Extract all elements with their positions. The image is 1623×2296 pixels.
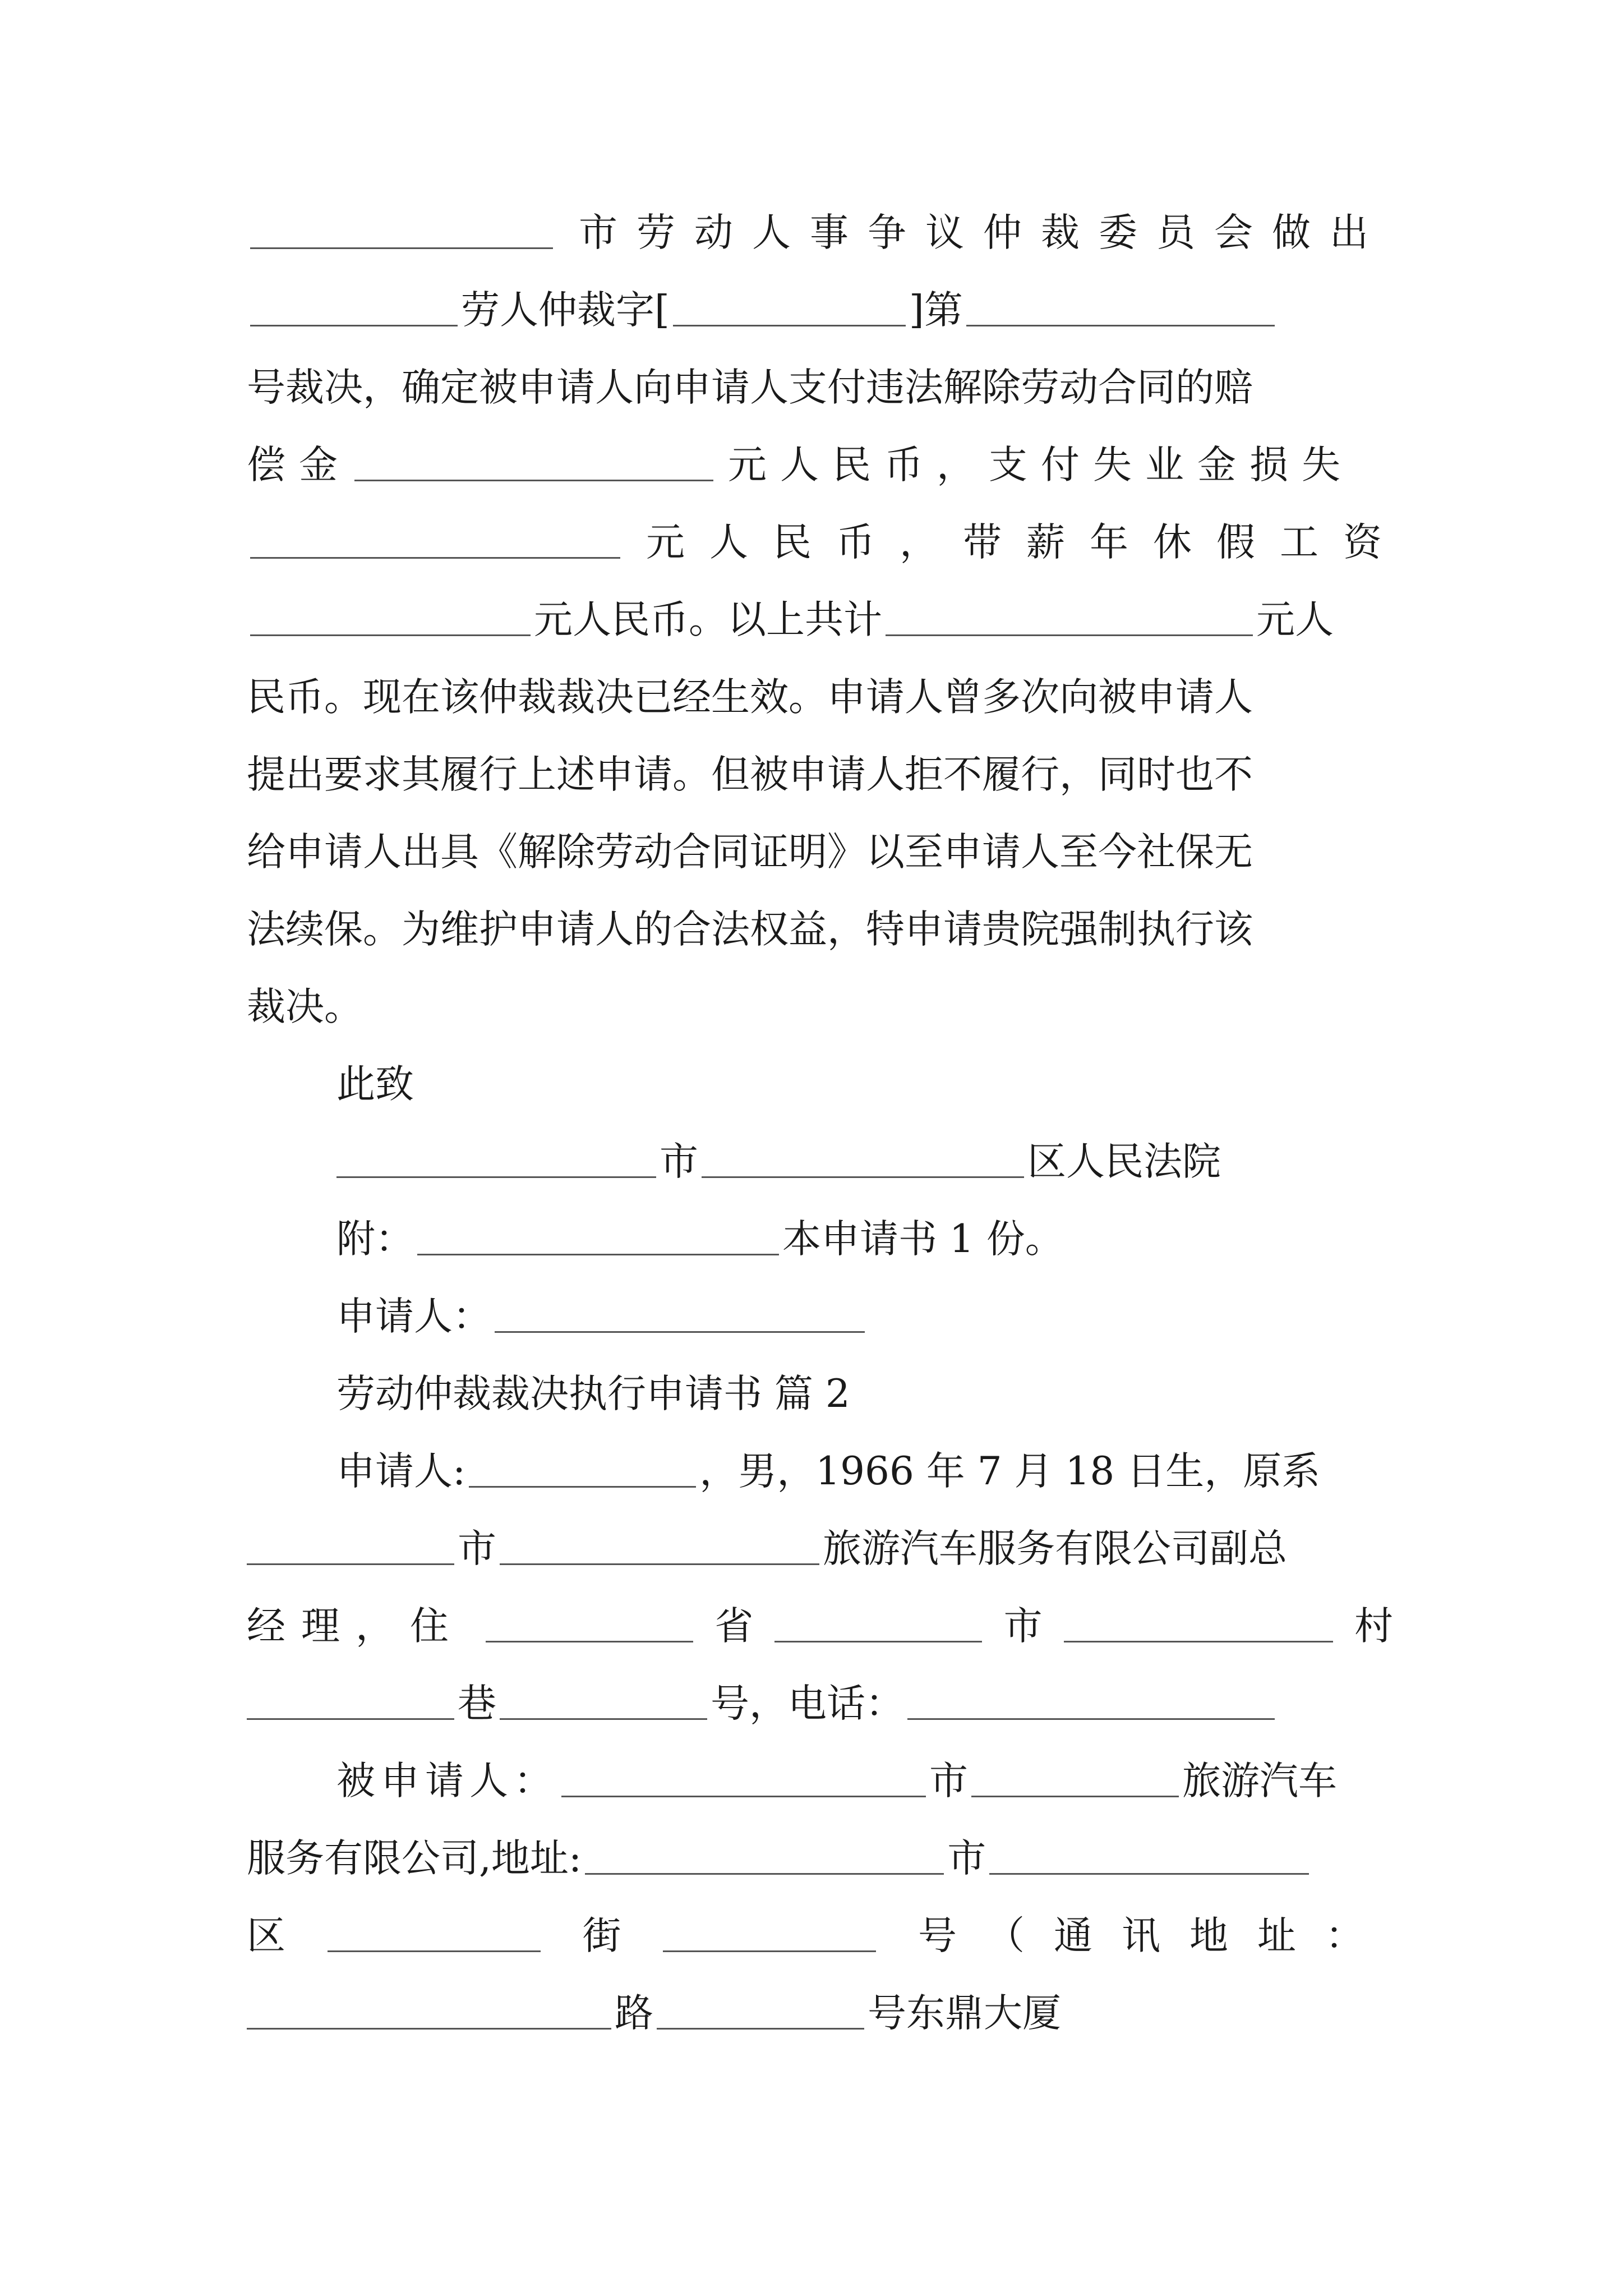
text-segment: 被申请人：: [336, 1759, 558, 1803]
text-line-21: [336, 1739, 1393, 1801]
text-line-13: [336, 1120, 1393, 1184]
text-segment: 号，电话：: [711, 1681, 904, 1726]
text-line-9: [247, 810, 1393, 875]
text-segment: 元人民币。以上共计: [534, 597, 882, 642]
fill-blank[interactable]: [328, 1948, 541, 1952]
text-segment: 巷: [458, 1681, 496, 1726]
fill-blank[interactable]: [971, 1793, 1179, 1797]
fill-blank[interactable]: [989, 1871, 1309, 1875]
text-segment: 旅游汽车: [1182, 1759, 1337, 1803]
text-segment: 服务有限公司,地址:: [247, 1836, 582, 1881]
fill-blank[interactable]: [500, 1561, 819, 1565]
text-segment: 本申请书 1 份。: [782, 1217, 1064, 1262]
text-line-7: [247, 655, 1393, 720]
fill-blank[interactable]: [417, 1251, 779, 1255]
fill-blank[interactable]: [561, 1793, 926, 1797]
text-line-15: [336, 1274, 1393, 1339]
text-line-19: [247, 1584, 1393, 1649]
fill-blank[interactable]: [663, 1948, 876, 1952]
text-segment: 劳人仲裁字[: [461, 288, 670, 333]
text-line-14: [336, 1197, 1393, 1262]
fill-blank[interactable]: [585, 1871, 944, 1875]
text-segment: 元人民币，带薪年休假工资: [646, 520, 1407, 565]
text-segment: 经理，住: [247, 1604, 464, 1649]
text-line-8: [247, 733, 1393, 797]
fill-blank[interactable]: [250, 555, 620, 559]
text-segment: 村: [1354, 1604, 1393, 1649]
text-segment: 市: [929, 1759, 968, 1803]
text-segment: 法续保。为维护申请人的合法权益，特申请贵院强制执行该: [247, 907, 1253, 952]
fill-blank[interactable]: [247, 2026, 611, 2030]
fill-blank[interactable]: [336, 1174, 656, 1178]
fill-blank[interactable]: [247, 1716, 454, 1720]
text-segment: 号（通讯地址：: [918, 1913, 1393, 1958]
fill-blank[interactable]: [486, 1639, 693, 1642]
heading-text: 劳动仲裁裁决执行申请书 篇 2: [336, 1372, 850, 1416]
text-line-18: [247, 1507, 1393, 1571]
fill-blank[interactable]: [774, 1639, 982, 1642]
text-segment: 给申请人出具《解除劳动合同证明》以至申请人至今社保无: [247, 830, 1253, 875]
text-segment: ]第: [909, 288, 963, 333]
fill-blank[interactable]: [250, 323, 458, 326]
text-segment: 偿金: [247, 443, 351, 487]
fill-blank[interactable]: [1064, 1639, 1333, 1642]
text-line-10: [247, 887, 1393, 952]
text-segment: 省: [714, 1604, 754, 1649]
section-heading: [336, 1352, 1393, 1414]
text-line-5: [247, 500, 1407, 565]
text-segment: 号东鼎大厦: [868, 1991, 1061, 2036]
text-line-1: [247, 191, 1393, 255]
fill-blank[interactable]: [966, 323, 1275, 326]
text-line-17: [336, 1429, 1393, 1494]
text-segment: 提出要求其履行上述申请。但被申请人拒不履行，同时也不: [247, 752, 1253, 797]
fill-blank[interactable]: [907, 1716, 1275, 1720]
text-line-6: [247, 578, 1393, 642]
text-segment: ，男，1966 年 7 月 18 日生，原系: [699, 1449, 1321, 1494]
text-line-20: [247, 1662, 1393, 1726]
text-segment: 元人: [1256, 597, 1334, 642]
text-segment: 申请人：: [336, 1294, 491, 1339]
text-segment: 附：: [336, 1217, 414, 1262]
fill-blank[interactable]: [673, 323, 906, 326]
text-segment: 旅游汽车服务有限公司副总: [823, 1526, 1287, 1571]
text-segment: 区人民法院: [1027, 1139, 1221, 1184]
text-segment: 市: [458, 1526, 496, 1571]
text-line-11: [247, 965, 1393, 1027]
fill-blank[interactable]: [469, 1484, 696, 1488]
text-line-24: [247, 1971, 1393, 2036]
text-segment: 元人民币，支付失业金损失: [728, 443, 1354, 487]
text-segment: 市: [1003, 1604, 1043, 1649]
text-segment: 路: [615, 1991, 653, 2036]
text-segment: 街: [582, 1913, 621, 1958]
text-segment: 民币。现在该仲裁裁决已经生效。申请人曾多次向被申请人: [247, 675, 1253, 720]
fill-blank[interactable]: [247, 1561, 454, 1565]
fill-blank[interactable]: [886, 632, 1253, 636]
text-line-22: [247, 1816, 1393, 1881]
text-line-2: [247, 268, 1393, 333]
fill-blank[interactable]: [250, 632, 531, 636]
salutation: 此致: [336, 1062, 414, 1107]
fill-blank[interactable]: [657, 2026, 864, 2030]
text-segment: 市劳动人事争议仲裁委员会做出: [579, 210, 1387, 255]
text-line-12: [336, 1042, 1393, 1107]
fill-blank[interactable]: [500, 1716, 707, 1720]
text-segment: 市: [947, 1836, 986, 1881]
text-segment: 号裁决，确定被申请人向申请人支付违法解除劳动合同的赔: [247, 365, 1253, 410]
fill-blank[interactable]: [495, 1329, 865, 1333]
text-line-3: [247, 346, 1393, 410]
fill-blank[interactable]: [250, 245, 553, 249]
text-segment: 申请人:: [336, 1449, 466, 1494]
fill-blank[interactable]: [354, 477, 713, 481]
text-line-4: [247, 423, 1393, 485]
text-line-23: [247, 1894, 1393, 1958]
fill-blank[interactable]: [702, 1174, 1024, 1178]
text-segment: 裁决。: [247, 984, 363, 1029]
text-segment: 区: [247, 1913, 285, 1958]
text-segment: 市: [660, 1139, 698, 1184]
